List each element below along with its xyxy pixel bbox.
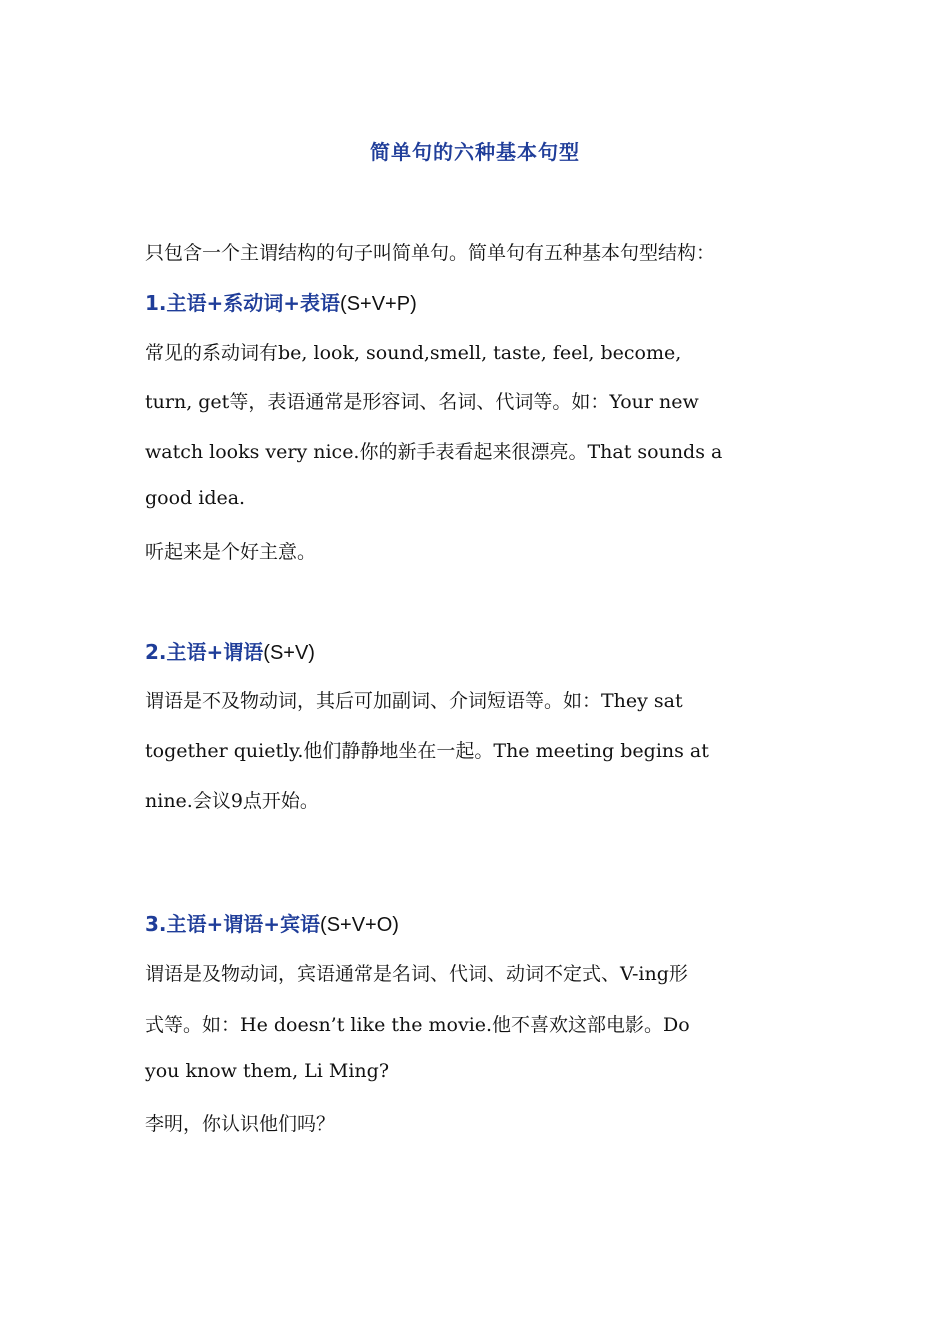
section-3-line: 式等。如：He doesn’t like the movie.他不喜欢这部电影。Do <box>145 1014 690 1036</box>
section-3-heading <box>145 908 399 937</box>
section-2-heading <box>145 636 315 665</box>
section-2-heading-text: 2.主语+谓语 <box>145 640 264 664</box>
section-1-line: 常见的系动词有be, look, sound,smell, taste, feel, become, <box>145 342 682 364</box>
section-1-line: watch looks very nice.你的新手表看起来很漂亮。That sounds a <box>145 441 723 463</box>
section-1-formula: (S+V+P) <box>340 293 417 315</box>
section-2-formula: (S+V) <box>263 642 315 664</box>
section-3-line: you know them, Li Ming? <box>145 1060 390 1082</box>
section-3-heading-text: 3.主语+谓语+宾语 <box>145 912 321 936</box>
section-2-line: nine.会议9点开始。 <box>145 790 319 812</box>
section-2-line: 谓语是不及物动词，其后可加副词、介词短语等。如：They sat <box>145 690 683 712</box>
section-1-heading <box>145 287 417 316</box>
section-3-line: 李明，你认识他们吗？ <box>145 1113 336 1135</box>
section-1-heading-text: 1.主语+系动词+表语 <box>145 291 341 315</box>
intro-paragraph: 只包含一个主谓结构的句子叫简单句。简单句有五种基本句型结构： <box>145 242 716 264</box>
section-3-formula: (S+V+O) <box>320 914 399 936</box>
section-1-line: 听起来是个好主意。 <box>145 541 317 563</box>
section-1-line: turn, get等，表语通常是形容词、名词、代词等。如：Your new <box>145 391 699 413</box>
section-3-line: 谓语是及物动词，宾语通常是名词、代词、动词不定式、V-ing形 <box>145 963 688 985</box>
page-title: 简单句的六种基本句型 <box>370 140 580 164</box>
section-1-line: good idea. <box>145 487 246 509</box>
section-2-line: together quietly.他们静静地坐在一起。The meeting begins at <box>145 740 709 762</box>
